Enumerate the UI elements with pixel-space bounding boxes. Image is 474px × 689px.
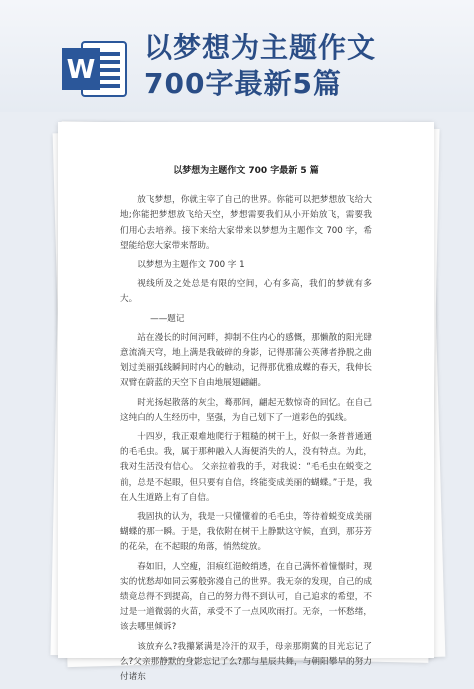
paragraph: 该放弃么?我攥紧满是冷汗的双手，母亲那期冀的目光忘记了么?父亲那静默的身影忘记了么?那与星辰共舞，与朝阳攀早的努力付诸东 [120,641,372,683]
document-preview [54,122,434,683]
paragraph: 时光扬起散落的灰尘，蓦那间，翩起无数惊奇的回忆。在自己这纯白的人生经历中，坚强，为自己划下了一道彩色的弧线。 [120,397,372,423]
document-page [58,122,434,683]
paragraph: 站在漫长的时间河畔，抑制不住内心的感慨，那懒散的阳光肆意流淌天穹，地上满是我破碎的身影，记得那蒲公英薄者挣脱之曲划过美丽弧线瞬间时内心的触动，记得那优雅成蝶的春天，我伸长双臂在蔚蓝的天空下自由地展翅翩翩。 [120,332,372,389]
paragraph: 十四岁，我正艰难地爬行于粗糙的树干上，好似一条普普通通的毛毛虫。我，属于那种融入人海便消失的人，没有特点。为此，我对生活没有信心。 父亲拉着我的手，对我说：“毛毛虫在蜕变之前，总是不起眼，但只要有自信，终能变成美丽的蝴蝶。”于是，我在人生道路上有了自信。 [120,432,372,503]
paragraph: 视线所及之处总是有限的空间，心有多高，我们的梦就有多大。 [120,279,372,305]
banner-title-line1: 以梦想为主题作文 [144,31,377,64]
paragraph: 春如旧，人空瘦，泪痕红浥鲛绡透，在自己满怀着憧憬时，现实的忧愁却如同云雾般弥漫自己的世界。我无奈的发现，自己的成绩竟总得不到提高，自己的努力得不到认可，自己追求的希望，不过是一道微弱的火苗，承受不了一点风吹雨打。无奈，一怀愁绪，该去哪里倾诉? [120,561,372,633]
word-icon [62,38,128,100]
paragraph-list [120,193,372,685]
banner-title [144,30,464,102]
document-body [120,164,372,689]
paragraph: 我固执的认为，我是一只懂懂着的毛毛虫，等待着蜕变成美丽蝴蝶的那一瞬。于是，我依附在树干上静默这守候，直到，那芬芳的花朵，在不起眼的角落，悄然绽放。 [120,512,372,553]
banner-title-line2: 700字最新5篇 [144,67,342,100]
paragraph: 放飞梦想，你就主宰了自己的世界。你能可以把梦想放飞给大地;你能把梦想放飞给天空，梦想需要我们从小开始放飞，需要我们用心去培养。接下来给大家带来以梦想为主题作文 700 字，希望能给您大家带来帮助。 [120,195,372,251]
header-banner [0,0,474,112]
paragraph: ——题记 [150,313,185,324]
paragraph: 以梦想为主题作文 700 字 1 [137,260,245,271]
document-title: 以梦想为主题作文 700 字最新 5 篇 [173,166,319,176]
word-icon-letter: W [66,55,96,85]
